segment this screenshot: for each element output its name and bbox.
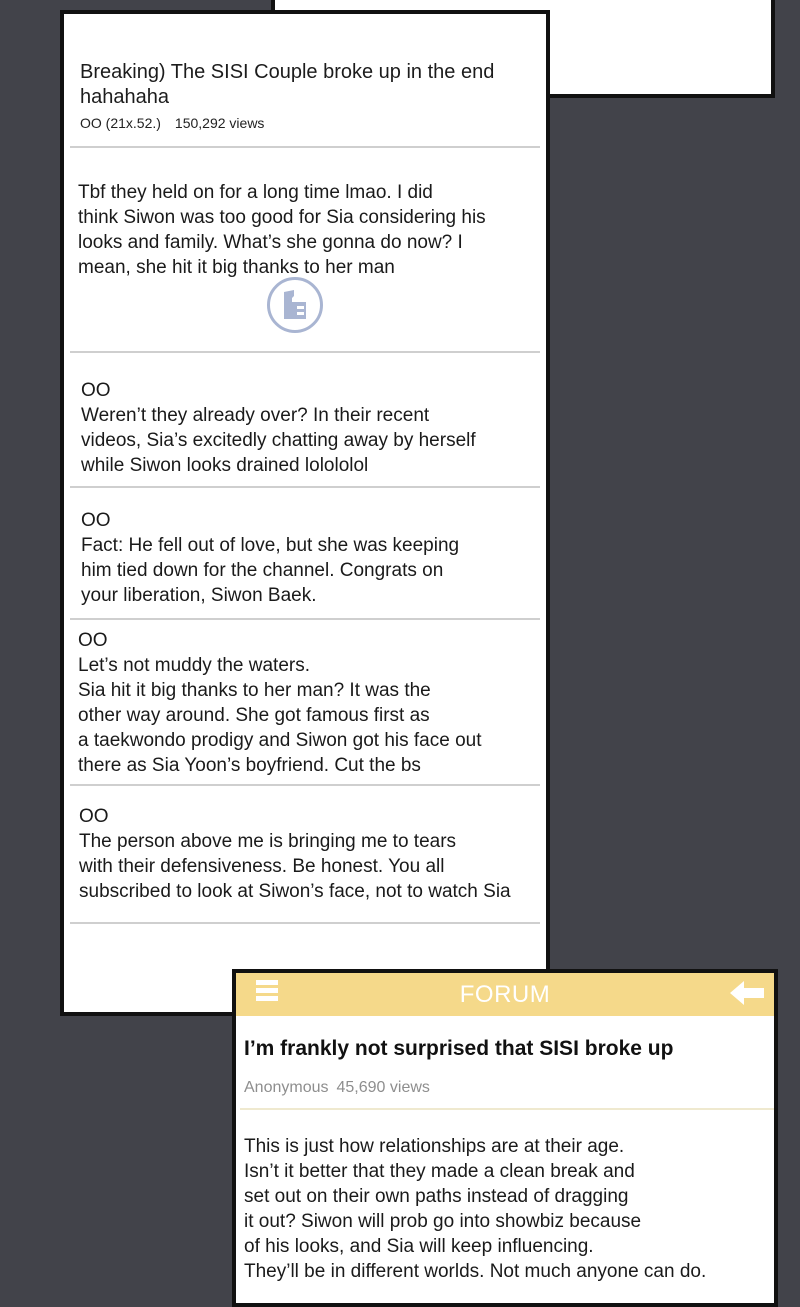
forum-post-author: Anonymous bbox=[244, 1079, 329, 1096]
forum-header-bar bbox=[236, 973, 774, 1016]
comment-author: OO bbox=[78, 630, 108, 651]
forum-post-body: This is just how relationships are at their age. Isn’t it better that they made a clean break and set out on their own paths instead of dragging it out? Siwon will prob go into showbiz because of his looks, and Sia will keep influencing. They’ll be in different worlds. Not much anyone can do. bbox=[244, 1136, 707, 1282]
back-arrow-icon[interactable] bbox=[728, 979, 766, 1012]
comment: OO The person above me is bringing me to tears with their defensiveness. Be honest. You all subscribed to look at Siwon’s face, not to watch Sia bbox=[79, 804, 536, 904]
post-views: 150,292 views bbox=[174, 115, 265, 131]
forum-title: FORUM bbox=[459, 980, 551, 1008]
divider bbox=[240, 1108, 774, 1110]
forum-post-meta bbox=[244, 1079, 430, 1097]
forum-thread-panel bbox=[60, 10, 550, 1016]
comment: OO Weren’t they already over? In their recent videos, Sia’s excitedly chatting away by herself while Siwon looks drained lolololol bbox=[81, 378, 536, 478]
divider bbox=[70, 922, 540, 924]
divider bbox=[70, 486, 540, 488]
forum-post-title[interactable]: I’m frankly not surprised that SISI broke up bbox=[244, 1037, 674, 1060]
comment: OO Fact: He fell out of love, but she was keeping him tied down for the channel. Congrats on your liberation, Siwon Baek. bbox=[81, 508, 536, 608]
forum-post-views: 45,690 views bbox=[336, 1079, 430, 1096]
post-title[interactable]: Breaking) The SISI Couple broke up in the end hahahaha bbox=[80, 61, 495, 108]
divider bbox=[70, 146, 540, 148]
divider bbox=[70, 618, 540, 620]
post-body: Tbf they held on for a long time lmao. I did think Siwon was too good for Sia considering his looks and family. What’s she gonna do now? I mean, she hit it big thanks to her man bbox=[78, 182, 486, 278]
thumbs-up-icon[interactable] bbox=[267, 277, 323, 333]
comment-author: OO bbox=[81, 380, 111, 401]
comment-author: OO bbox=[81, 510, 111, 531]
comment: OO Let’s not muddy the waters. Sia hit it big thanks to her man? It was the other way around. She got famous first as a taekwondo prodigy and Siwon got his face out there as Sia Yoon’s boyfriend. Cut the bs bbox=[78, 628, 536, 778]
post-meta bbox=[80, 115, 530, 131]
divider bbox=[70, 784, 540, 786]
post-header bbox=[80, 60, 530, 131]
divider bbox=[70, 351, 540, 353]
hamburger-menu-icon[interactable] bbox=[256, 980, 278, 1004]
post-author: OO (21x.52.) bbox=[80, 115, 161, 131]
forum-post-panel bbox=[232, 969, 778, 1307]
comment-author: OO bbox=[79, 806, 109, 827]
